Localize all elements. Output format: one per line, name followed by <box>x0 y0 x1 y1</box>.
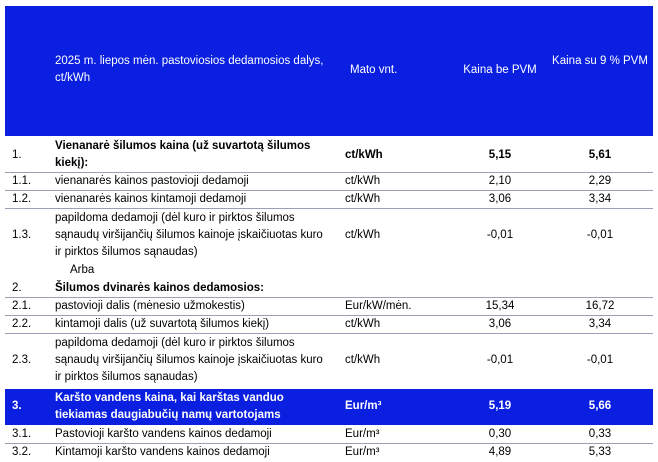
row-price-vat: -0,01 <box>586 354 614 366</box>
row-unit: ct/kWh <box>345 193 381 205</box>
row-description: Šilumos dvinarės kainos dedamosios: <box>55 282 264 294</box>
row-price-no-vat: 3,06 <box>488 193 512 205</box>
row-unit: Eur/m³ <box>345 400 382 412</box>
row-price-no-vat: 4,89 <box>488 446 512 458</box>
table-row <box>5 209 653 263</box>
row-price-no-vat: 0,30 <box>488 428 512 440</box>
row-price-no-vat: 3,06 <box>488 318 512 330</box>
row-price-vat: 3,34 <box>588 193 612 205</box>
table-row <box>5 280 653 297</box>
row-price-vat: 5,66 <box>588 400 612 412</box>
row-price-vat: 5,61 <box>588 149 612 161</box>
row-number: 1.1. <box>12 175 32 187</box>
row-unit: Eur/m³ <box>345 446 380 458</box>
row-price-no-vat: 5,15 <box>488 149 512 161</box>
row-unit: ct/kWh <box>345 175 381 187</box>
row-price-vat: 16,72 <box>585 300 615 312</box>
row-description: Karšto vandens kaina, kai karštas vanduo tiekiamas daugiabučių namų vartotojams <box>55 392 284 421</box>
table-row <box>5 298 653 315</box>
header-price-no-vat: Kaina be PVM <box>463 64 537 76</box>
row-description: vienanarės kainos kintamoji dedamoji <box>55 193 247 205</box>
row-number: 1.2. <box>12 193 32 205</box>
row-unit: Eur/m³ <box>345 428 380 440</box>
row-description: Pastovioji karšto vandens kainos dedamoji <box>55 428 272 440</box>
row-description: kintamoji dalis (už suvartotą šilumos kiekį) <box>55 318 270 330</box>
row-description: Kintamoji karšto vandens kainos dedamoji <box>55 446 270 458</box>
row-price-no-vat: -0,01 <box>486 354 514 366</box>
table-row <box>5 191 653 208</box>
row-price-vat: 2,29 <box>588 175 612 187</box>
row-number: 2.1. <box>12 300 32 312</box>
row-description: vienanarės kainos pastovioji dedamoji <box>55 175 249 187</box>
row-number: 3.1. <box>12 428 32 440</box>
row-unit: Eur/kW/mėn. <box>345 300 412 312</box>
header-price-vat: Kaina su 9 % PVM <box>552 55 648 67</box>
row-price-vat: -0,01 <box>586 229 614 241</box>
header-unit: Mato vnt. <box>350 64 398 76</box>
row-unit: ct/kWh <box>345 149 383 161</box>
header-title: 2025 m. liepos mėn. pastoviosios dedamosios dalys, ct/kWh <box>55 55 324 84</box>
table-row <box>5 334 653 388</box>
table-row <box>5 173 653 190</box>
row-unit: ct/kWh <box>345 229 381 241</box>
row-number: 2.2. <box>12 318 32 330</box>
table-header <box>5 6 653 136</box>
row-number: 2.3. <box>12 354 32 366</box>
table-row <box>5 426 653 443</box>
table-row <box>5 316 653 333</box>
row-description: papildoma dedamoji (dėl kuro ir pirktos šilumos sąnaudų viršijančių šilumos kainoje įskaičiuotas kuro ir pirktos šilumos sąnaudas) <box>55 337 323 383</box>
row-description: pastovioji dalis (mėnesio užmokestis) <box>55 300 245 312</box>
table-row <box>5 137 653 171</box>
row-price-no-vat: 5,19 <box>488 400 512 412</box>
row-price-vat: 3,34 <box>588 318 612 330</box>
row-number: 3. <box>12 400 22 412</box>
row-description: papildoma dedamoji (dėl kuro ir pirktos šilumos sąnaudų viršijančių šilumos kainoje įskaičiuotas kuro ir pirktos šilumos sąnaudas) <box>55 212 323 258</box>
table-row <box>5 444 653 461</box>
row-description: Vienanarė šilumos kaina (už suvartotą šilumos kiekį): <box>55 140 311 169</box>
row-number: 2. <box>12 282 22 294</box>
table-row-highlight <box>5 389 653 425</box>
row-number: 3.2. <box>12 446 32 458</box>
row-unit: ct/kWh <box>345 354 381 366</box>
row-price-no-vat: -0,01 <box>486 229 514 241</box>
row-number: 1.3. <box>12 229 32 241</box>
row-price-no-vat: 15,34 <box>485 300 515 312</box>
row-price-no-vat: 2,10 <box>488 175 512 187</box>
row-number: 1. <box>12 149 22 161</box>
row-price-vat: 0,33 <box>588 428 612 440</box>
row-unit: ct/kWh <box>345 318 381 330</box>
row-price-vat: 5,33 <box>588 446 612 458</box>
arba-label: Arba <box>70 264 95 276</box>
